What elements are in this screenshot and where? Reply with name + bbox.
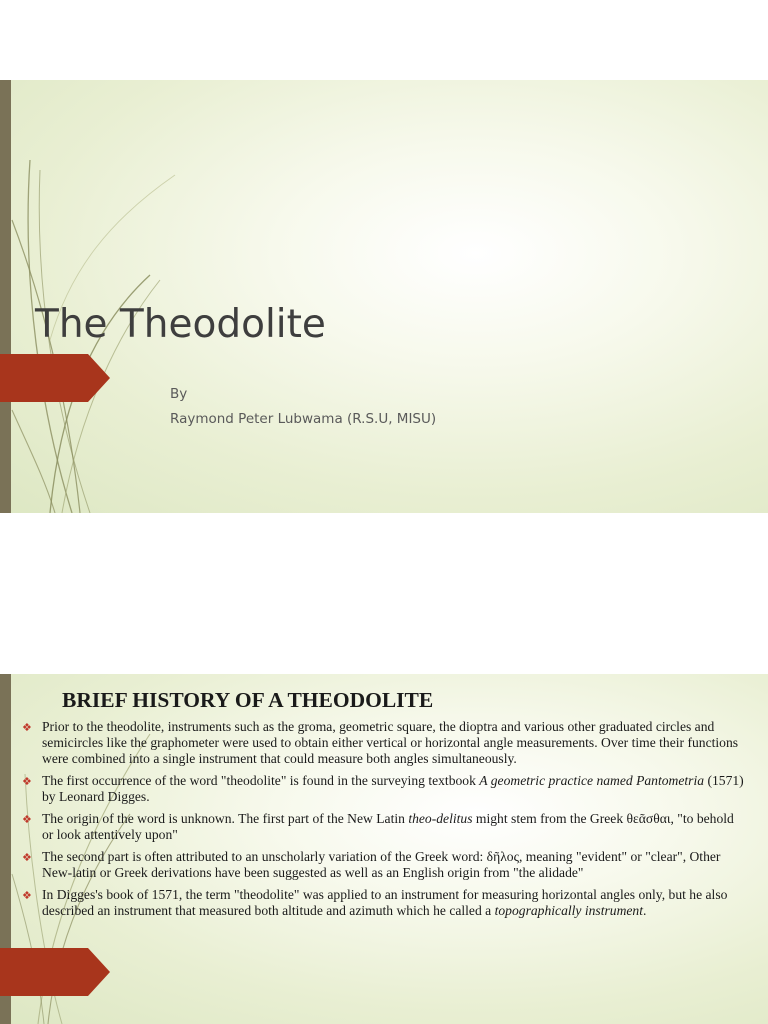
slide-title: The Theodolite <box>35 302 326 347</box>
bullet-text: . <box>643 903 647 918</box>
bullet-text: The second part is often attributed to an unscholarly variation of the Greek word: δῆλος, meaning "evident" or "clear", Other New-latin or Greek derivations have been suggested as well as an English origin from "the alidade" <box>42 849 721 880</box>
history-bullet-item <box>22 887 744 919</box>
red-arrow-tab <box>0 354 110 402</box>
bullet-text: might stem from the Greek θεᾶσθαι, "to behold or look attentively upon" <box>42 811 734 842</box>
subtitle-by: By <box>170 386 188 402</box>
history-bullet-item <box>22 811 744 843</box>
history-slide <box>0 674 768 1024</box>
history-bullet-item <box>22 849 744 881</box>
bullet-italic-text: topographically instrument <box>494 903 643 918</box>
history-bullet-item <box>22 773 744 805</box>
bullet-text: In Digges's book of 1571, the term "theodolite" was applied to an instrument for measuring horizontal angles only, but he also described an instrument that measured both altitude and azimuth which he called a <box>42 887 728 918</box>
history-bullet-list <box>22 719 744 925</box>
bullet-text: (1571) by Leonard Digges. <box>42 773 744 804</box>
diamond-bullet-icon: ❖ <box>22 813 32 826</box>
red-arrow-tab <box>0 948 110 996</box>
author-name: Raymond Peter Lubwama (R.S.U, MISU) <box>170 411 437 427</box>
diamond-bullet-icon: ❖ <box>22 775 32 788</box>
diamond-bullet-icon: ❖ <box>22 851 32 864</box>
bullet-text: Prior to the theodolite, instruments such as the groma, geometric square, the dioptra and various other graduated circles and semicircles like the graphometer were used to obtain either vertical or horizontal angle measurements. Over time their functions were combined into a single instrument that could measure both angles simultaneously. <box>42 719 739 766</box>
bullet-italic-text: A geometric practice named Pantometria <box>479 773 705 788</box>
bullet-italic-text: theo-delitus <box>408 811 473 826</box>
decorative-curves <box>0 80 200 513</box>
slide-heading: BRIEF HISTORY OF A THEODOLITE <box>62 688 434 712</box>
history-bullet-item <box>22 719 744 767</box>
bullet-text: The first occurrence of the word "theodolite" is found in the surveying textbook <box>42 773 480 788</box>
title-slide <box>0 80 768 513</box>
bullet-text: The origin of the word is unknown. The first part of the New Latin <box>42 811 409 826</box>
diamond-bullet-icon: ❖ <box>22 889 32 902</box>
diamond-bullet-icon: ❖ <box>22 721 32 734</box>
